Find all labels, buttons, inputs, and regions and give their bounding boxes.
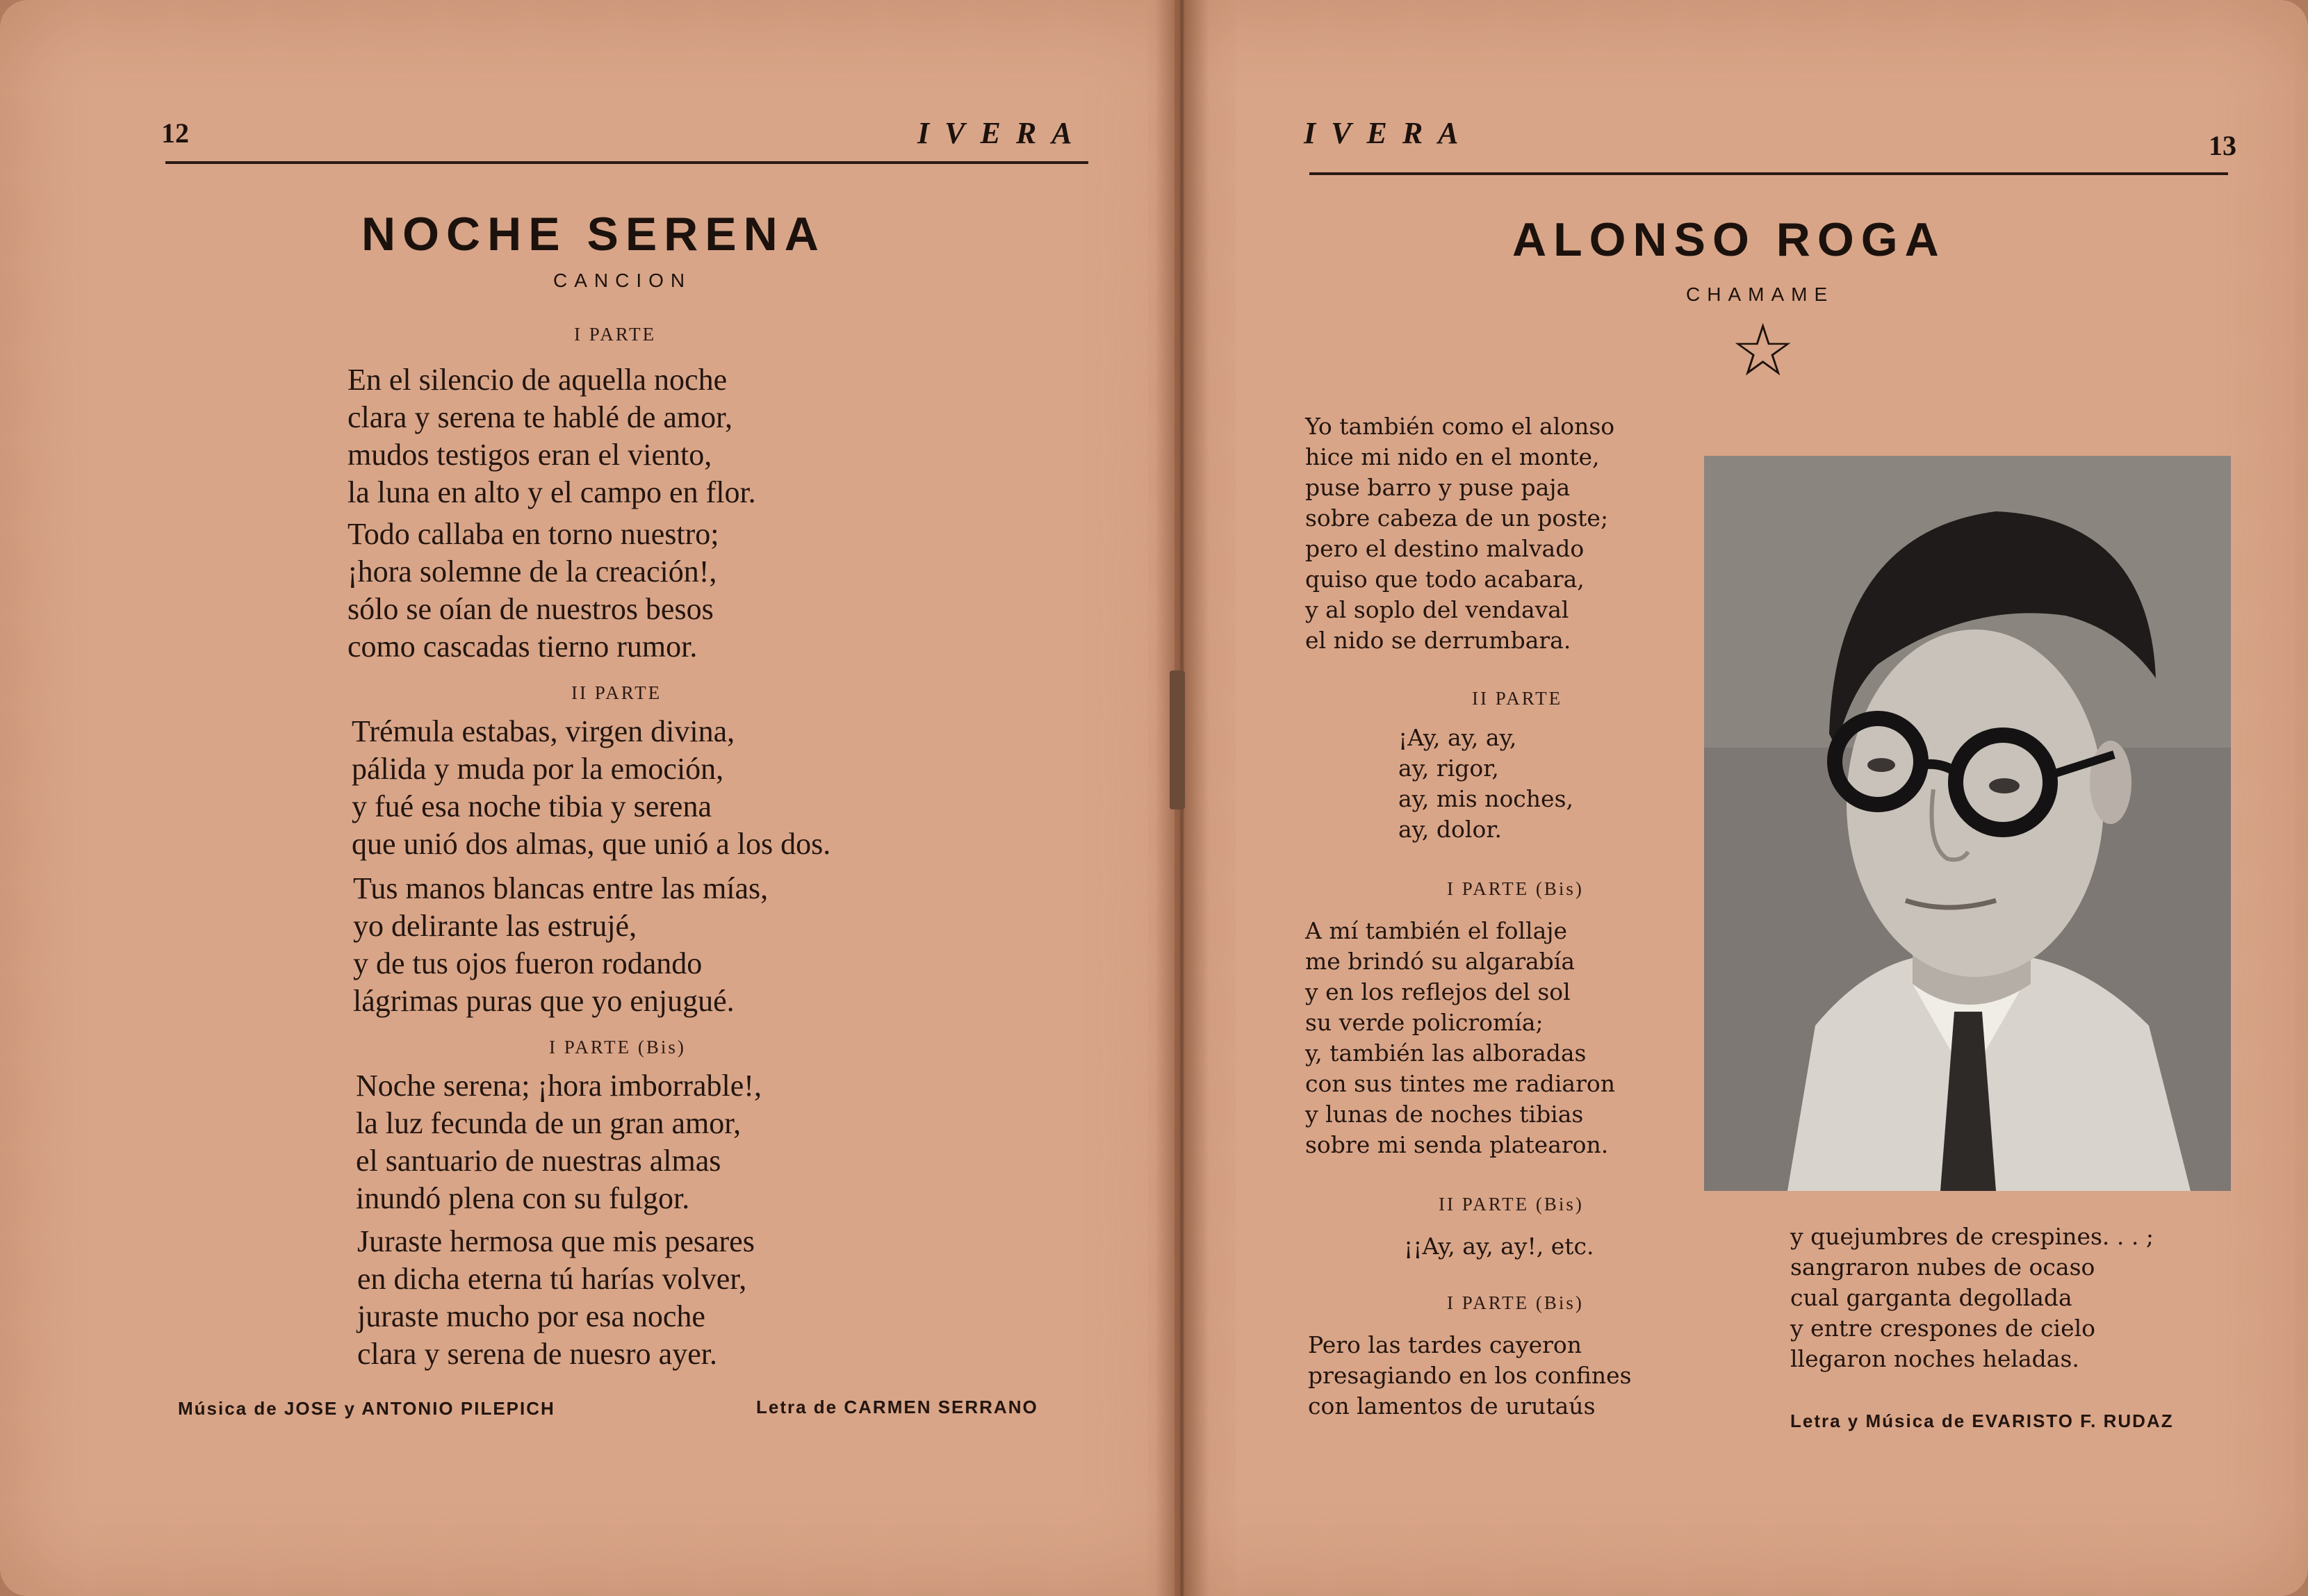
song-title: NOCHE SERENA [361,208,826,261]
verse-line: ¡hora solemne de la creación!, [347,554,717,589]
stanza [353,870,768,1020]
verse-line: sobre cabeza de un poste; [1305,504,1609,532]
verse-line: sólo se oían de nuestros besos [347,592,714,626]
song-title: ALONSO ROGA [1512,213,1946,266]
verse-line: ay, dolor. [1398,816,1502,843]
verse-line: y en los reflejos del sol [1305,978,1571,1005]
verse-line: cual garganta degollada [1790,1284,2072,1311]
left-page-number: 12 [161,117,189,149]
verse-line: el santuario de nuestras almas [356,1144,721,1178]
section-heading: I PARTE (Bis) [1447,878,1584,899]
stanza [356,1067,762,1217]
stanza [1305,411,1614,656]
song-subtitle: CANCION [553,270,692,291]
verse-line: A mí también el follaje [1305,917,1568,944]
verse-line: juraste mucho por esa noche [357,1299,705,1333]
verse-line: Trémula estabas, virgen divina, [352,714,735,748]
verse-line: ay, mis noches, [1398,785,1573,812]
verse-line: con lamentos de urutaús [1308,1392,1596,1420]
section-heading: I PARTE (Bis) [549,1037,686,1058]
verse-line: ay, rigor, [1398,755,1499,782]
section-heading: II PARTE (Bis) [1439,1194,1584,1215]
verse-line: y entre crespones de cielo [1790,1315,2096,1342]
verse-line: Yo también como el alonso [1305,413,1615,440]
verse-line: en dicha eterna tú harías volver, [357,1262,747,1296]
verse-line: quiso que todo acabara, [1305,566,1585,593]
star-icon: ☆ [1730,308,1796,393]
verse-line: y de tus ojos fueron rodando [353,946,703,980]
verse-line: que unió dos almas, que unió a los dos. [352,827,831,861]
verse-line: Todo callaba en torno nuestro; [347,517,719,551]
left-running-head: IVERA [917,116,1088,150]
song-subtitle: CHAMAME [1686,283,1835,305]
verse-line: la luz fecunda de un gran amor, [356,1106,742,1140]
stanza [1404,1231,1594,1262]
verse-line: puse barro y puse paja [1305,474,1571,501]
verse-line: lágrimas puras que yo enjugué. [353,984,735,1018]
verse-line: En el silencio de aquella noche [347,363,728,397]
right-running-head: IVERA [1304,116,1474,150]
verse-line: me brindó su algarabía [1305,948,1576,975]
verse-line: sangraron nubes de ocaso [1790,1253,2095,1281]
verse-line: inundó plena con su fulgor. [356,1181,690,1215]
song-credit: Letra y Música de EVARISTO F. RUDAZ [1790,1410,2174,1431]
music-credit: Música de JOSE y ANTONIO PILEPICH [178,1398,555,1419]
verse-line: y quejumbres de crespines. . . ; [1790,1223,2154,1250]
verse-line: Pero las tardes cayeron [1308,1331,1582,1358]
section-heading: I PARTE [574,324,657,345]
verse-line: clara y serena te hablé de amor, [347,400,733,434]
right-header-rule [1309,172,2228,175]
verse-line: y al soplo del vendaval [1305,596,1569,623]
stanza [1790,1221,2154,1374]
right-page-number: 13 [2209,130,2236,161]
verse-line: pero el destino malvado [1305,535,1585,562]
verse-line: ¡¡Ay, ay, ay!, etc. [1404,1233,1594,1260]
stanza [347,516,719,666]
verse-line: la luna en alto y el campo en flor. [347,475,756,509]
verse-line: con sus tintes me radiaron [1305,1070,1615,1097]
section-heading: I PARTE (Bis) [1447,1292,1584,1313]
lyrics-credit: Letra de CARMEN SERRANO [756,1397,1038,1417]
verse-line: Juraste hermosa que mis pesares [357,1224,755,1258]
verse-line: presagiando en los confines [1308,1362,1632,1389]
verse-line: Tus manos blancas entre las mías, [353,871,769,905]
binding-staple [1170,671,1185,809]
verse-line: y lunas de noches tibias [1305,1101,1584,1128]
section-heading: II PARTE [1472,688,1563,709]
verse-line: ¡Ay, ay, ay, [1398,724,1517,751]
verse-line: como cascadas tierno rumor. [347,630,698,664]
verse-line: mudos testigos eran el viento, [347,438,712,472]
verse-line: llegaron noches heladas. [1790,1345,2079,1372]
stanza [352,713,830,863]
verse-line: pálida y muda por la emoción, [352,752,724,786]
stanza [1305,916,1615,1160]
portrait-photo [1704,456,2231,1191]
left-header-rule [165,161,1088,164]
verse-line: Noche serena; ¡hora imborrable!, [356,1069,762,1103]
stanza [357,1223,755,1373]
verse-line: y, también las alboradas [1305,1039,1587,1067]
verse-line: y fué esa noche tibia y serena [352,789,712,823]
section-heading: II PARTE [571,682,662,703]
verse-line: yo delirante las estrujé, [353,909,637,943]
portrait-illustration [1704,456,2231,1191]
verse-line: clara y serena de nuesro ayer. [357,1337,717,1371]
verse-line: su verde policromía; [1305,1009,1544,1036]
stanza [347,361,756,511]
verse-line: el nido se derrumbara. [1305,627,1571,654]
verse-line: sobre mi senda platearon. [1305,1131,1609,1158]
stanza [1308,1330,1632,1422]
verse-line: hice mi nido en el monte, [1305,443,1600,470]
stanza [1398,723,1573,845]
